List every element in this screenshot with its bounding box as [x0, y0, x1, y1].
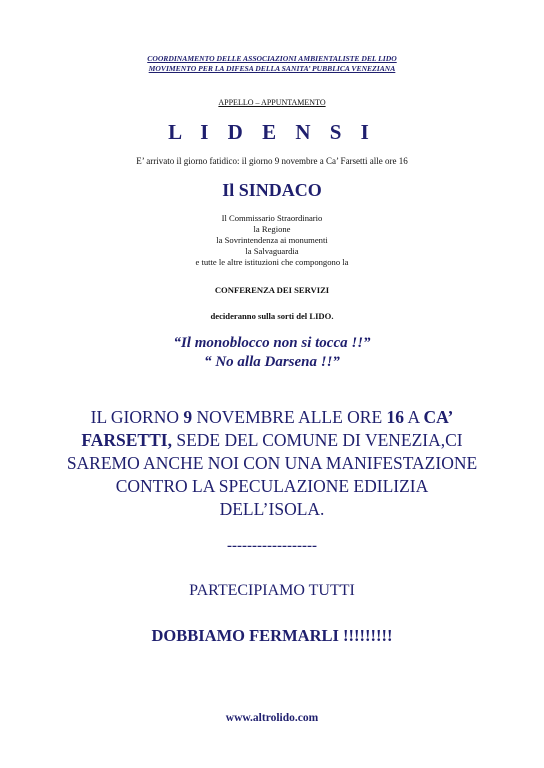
decideranno-line: decideranno sulla sorti del LIDO.	[210, 311, 334, 321]
institution-line: Il Commissario Straordinario	[221, 213, 323, 223]
header-line-2: MOVIMENTO PER LA DIFESA DELLA SANITA’ PUBBLICA VENEZIANA	[148, 64, 396, 73]
institution-line: e tutte le altre istituzioni che compongono la	[195, 257, 349, 267]
announcement-line: IL GIORNO 9 NOVEMBRE ALLE ORE 16 A CA’	[90, 407, 454, 427]
slogan-darsena: “ No alla Darsena !!”	[204, 354, 340, 370]
header-line-1: COORDINAMENTO DELLE ASSOCIAZIONI AMBIENTALISTE DEL LIDO	[147, 54, 397, 63]
divider: ------------------	[227, 538, 317, 554]
institution-line: la Regione	[253, 224, 291, 234]
dobbiamo-fermarli-line: DOBBIAMO FERMARLI !!!!!!!!!	[151, 626, 393, 645]
announcement-line: DELL’ISOLA.	[219, 499, 325, 519]
announcement-line: SAREMO ANCHE NOI CON UNA MANIFESTAZIONE	[66, 453, 478, 473]
website-link[interactable]: www.altrolido.com	[225, 712, 319, 724]
date-announcement: E’ arrivato il giorno fatidico: il giorno 9 novembre a Ca’ Farsetti alle ore 16	[136, 156, 408, 166]
sindaco-heading: Il SINDACO	[222, 180, 322, 200]
conferenza-heading: CONFERENZA DEI SERVIZI	[214, 285, 330, 295]
institution-line: la Sovrintendenza ai monumenti	[216, 235, 328, 245]
appello-label: APPELLO – APPUNTAMENTO	[218, 98, 326, 107]
announcement-line: FARSETTI, SEDE DEL COMUNE DI VENEZIA,CI	[81, 430, 463, 450]
announcement-line: CONTRO LA SPECULAZIONE EDILIZIA	[115, 476, 429, 496]
page-title: L I D E N S I	[168, 120, 376, 144]
slogan-monoblocco: “Il monoblocco non si tocca !!”	[173, 335, 371, 351]
partecipiamo-line: PARTECIPIAMO TUTTI	[189, 582, 355, 599]
institution-line: la Salvaguardia	[245, 246, 299, 256]
